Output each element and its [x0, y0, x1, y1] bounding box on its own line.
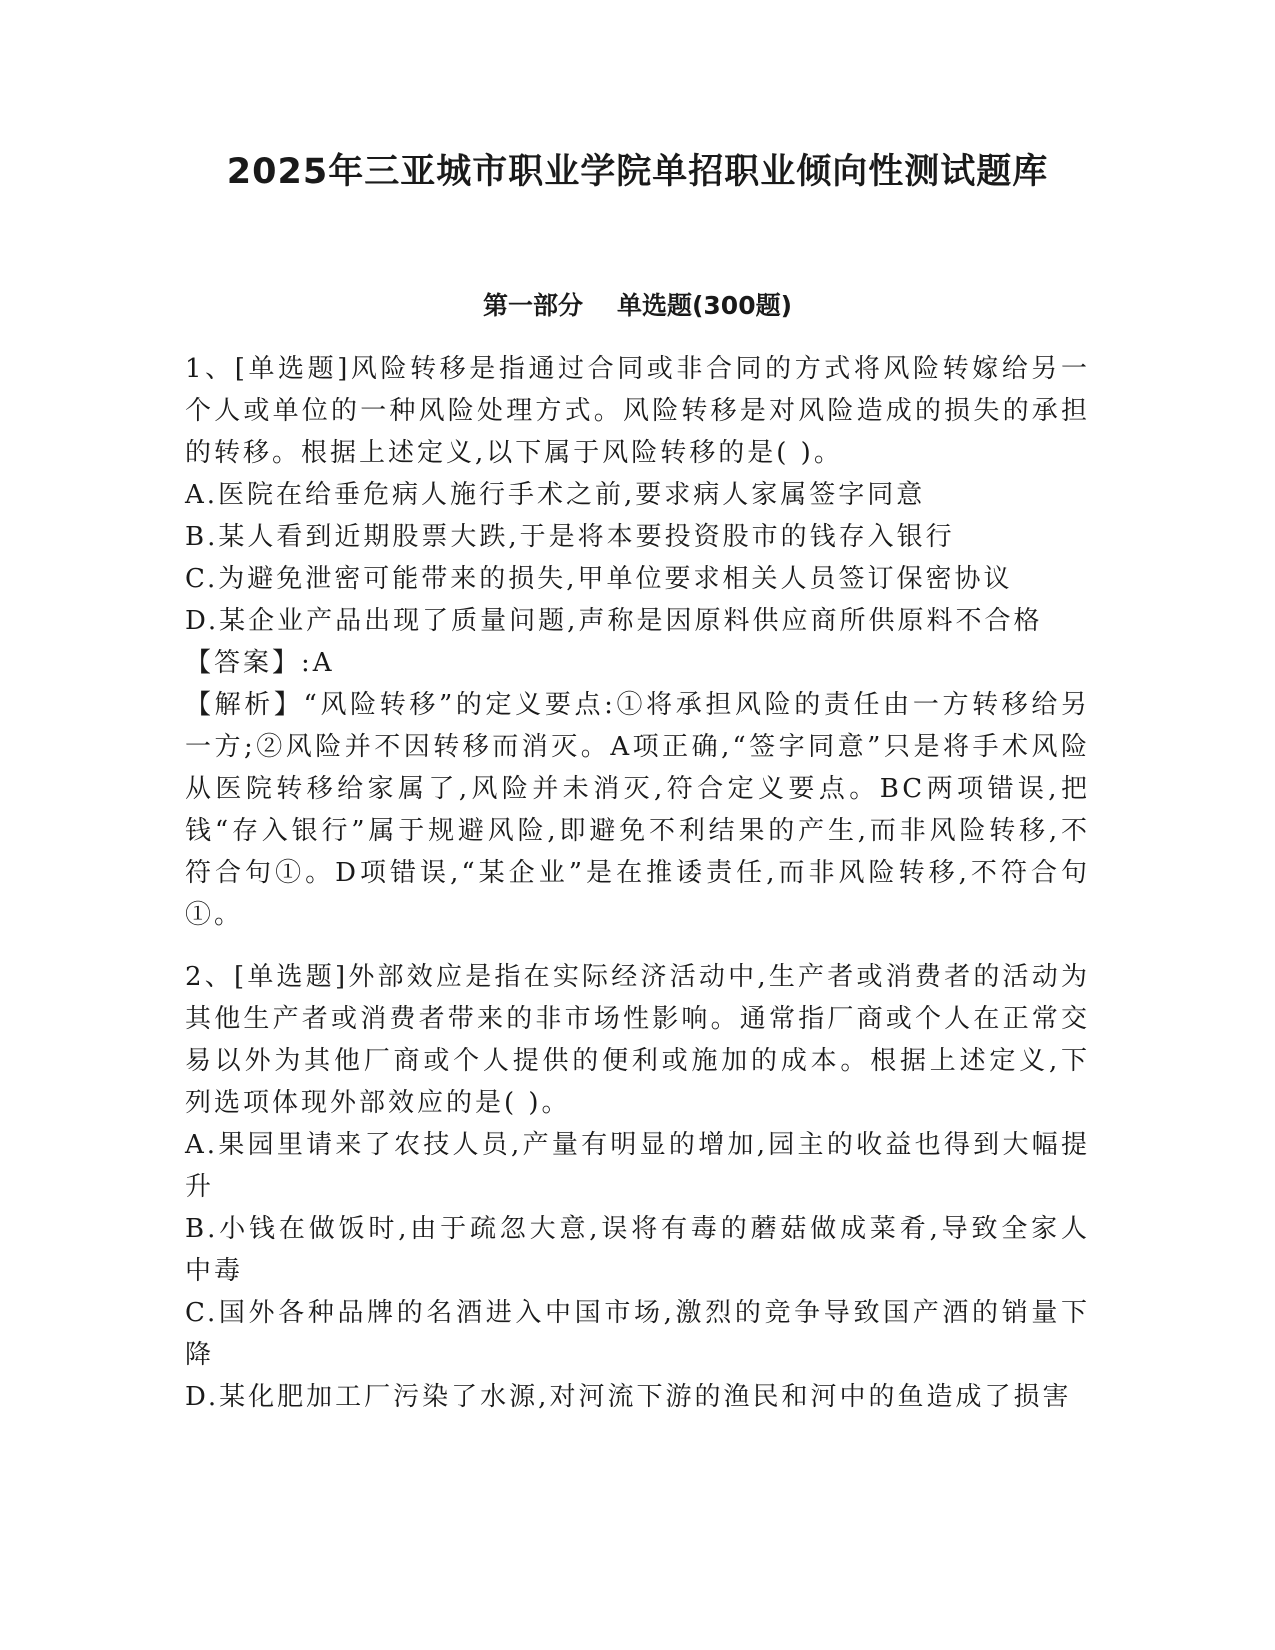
question-stem: 1、[单选题]风险转移是指通过合同或非合同的方式将风险转嫁给另一个人或单位的一种风险处理方式。风险转移是对风险造成的损失的承担的转移。根据上述定义,以下属于风险转移的是( )。 [185, 354, 1090, 468]
analysis: 【解析】“风险转移”的定义要点:①将承担风险的责任由一方转移给另一方;②风险并不因转移而消灭。A项正确,“签字同意”只是将手术风险从医院转移给家属了,风险并未消灭,符合定义要点。BC两项错误,把钱“存入银行”属于规避风险,即避免不利结果的产生,而非风险转移,不符合句①。D项错误,“某企业”是在推诿责任,而非风险转移,不符合句①。 [185, 690, 1090, 930]
section-part: 第一部分 [482, 291, 583, 320]
option-a: A.医院在给垂危病人施行手术之前,要求病人家属签字同意 [185, 480, 926, 510]
option-b: B.某人看到近期股票大跌,于是将本要投资股市的钱存入银行 [185, 522, 955, 552]
option-c: C.为避免泄密可能带来的损失,甲单位要求相关人员签订保密协议 [185, 564, 1013, 594]
question-spacer [185, 936, 1090, 956]
question-2 [185, 956, 1090, 1418]
question-1 [185, 348, 1090, 936]
answer: 【答案】:A [185, 648, 335, 678]
question-list [185, 348, 1090, 1418]
option-b: B.小钱在做饭时,由于疏忽大意,误将有毒的蘑菇做成菜肴,导致全家人中毒 [185, 1214, 1090, 1286]
document-title: 2025年三亚城市职业学院单招职业倾向性测试题库 [226, 152, 1049, 192]
question-stem: 2、[单选题]外部效应是指在实际经济活动中,生产者或消费者的活动为其他生产者或消费者带来的非市场性影响。通常指厂商或个人在正常交易以外为其他厂商或个人提供的便利或施加的成本。根据上述定义,下列选项体现外部效应的是( )。 [185, 962, 1090, 1118]
option-a: A.果园里请来了农技人员,产量有明显的增加,园主的收益也得到大幅提升 [185, 1130, 1090, 1202]
option-d: D.某企业产品出现了质量问题,声称是因原料供应商所供原料不合格 [185, 606, 1043, 636]
option-c: C.国外各种品牌的名酒进入中国市场,激烈的竞争导致国产酒的销量下降 [185, 1298, 1090, 1370]
option-d: D.某化肥加工厂污染了水源,对河流下游的渔民和河中的鱼造成了损害 [185, 1382, 1072, 1412]
section-heading [0, 288, 1275, 324]
section-name: 单选题(300题) [616, 291, 793, 320]
